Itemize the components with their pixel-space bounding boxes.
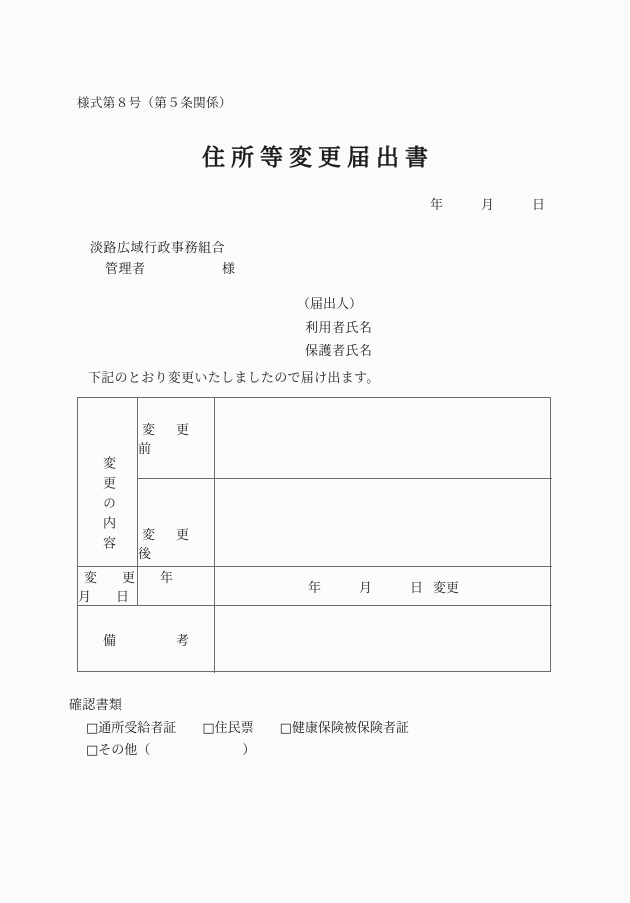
change-date-month-label: 月 <box>358 580 372 596</box>
date-day-label: 日 <box>532 198 546 213</box>
confirmation-options-row-1 <box>86 717 409 736</box>
change-date-label: 変 更 年 月 日 <box>78 571 199 605</box>
table-divider-vertical-2 <box>214 398 215 673</box>
addressee-organization: 淡路広域行政事務組合 <box>90 241 226 256</box>
form-number: 様式第８号（第５条関係） <box>77 95 232 110</box>
submitter-label: （届出人） <box>297 297 363 312</box>
confirmation-option-label-3: 健康保険被保険者証 <box>291 721 409 736</box>
checkbox-kenko-hoken[interactable]: □ <box>279 721 292 736</box>
change-content-label: 変更の内容 <box>100 455 116 556</box>
after-change-label: 変 更 後 <box>138 527 211 562</box>
change-date-year-label: 年 <box>307 580 321 596</box>
submitter-guardian-name-label: 保護者氏名 <box>305 344 373 359</box>
checkbox-sonota[interactable]: □ <box>86 743 99 758</box>
intro-text: 下記のとおり変更いたしましたので届け出ます。 <box>88 371 380 386</box>
change-date-suffix: 変更 <box>433 580 460 596</box>
addressee-role: 管理者 <box>105 262 146 277</box>
page-title: 住所等変更届出書 <box>202 144 434 171</box>
date-year-label: 年 <box>430 198 444 213</box>
confirmation-options-row-2 <box>86 739 255 758</box>
confirmation-option-label-1: 通所受給者証 <box>98 721 177 736</box>
change-date-value[interactable] <box>215 567 552 605</box>
change-details-table <box>77 397 551 672</box>
checkbox-juminhyo[interactable]: □ <box>202 721 215 736</box>
other-paren-open: （ <box>137 743 151 758</box>
checkbox-tsusho-jukyushasho[interactable]: □ <box>86 721 99 736</box>
change-date-day-label: 日 <box>410 580 424 596</box>
remarks-label-cell <box>78 606 214 672</box>
submitter-user-name-label: 利用者氏名 <box>305 321 373 336</box>
confirmation-option-label-2: 住民票 <box>214 721 254 736</box>
confirmation-option-label-other: その他 <box>98 743 138 758</box>
addressee-honorific: 様 <box>222 262 236 277</box>
remarks-label-left: 備 <box>103 633 117 649</box>
confirmation-title: 確認書類 <box>69 698 123 713</box>
date-month-label: 月 <box>481 198 495 213</box>
other-paren-close: ） <box>242 743 256 758</box>
date-line <box>430 194 545 213</box>
remarks-label-right: 考 <box>175 633 189 649</box>
before-change-label: 変 更 前 <box>138 423 211 457</box>
